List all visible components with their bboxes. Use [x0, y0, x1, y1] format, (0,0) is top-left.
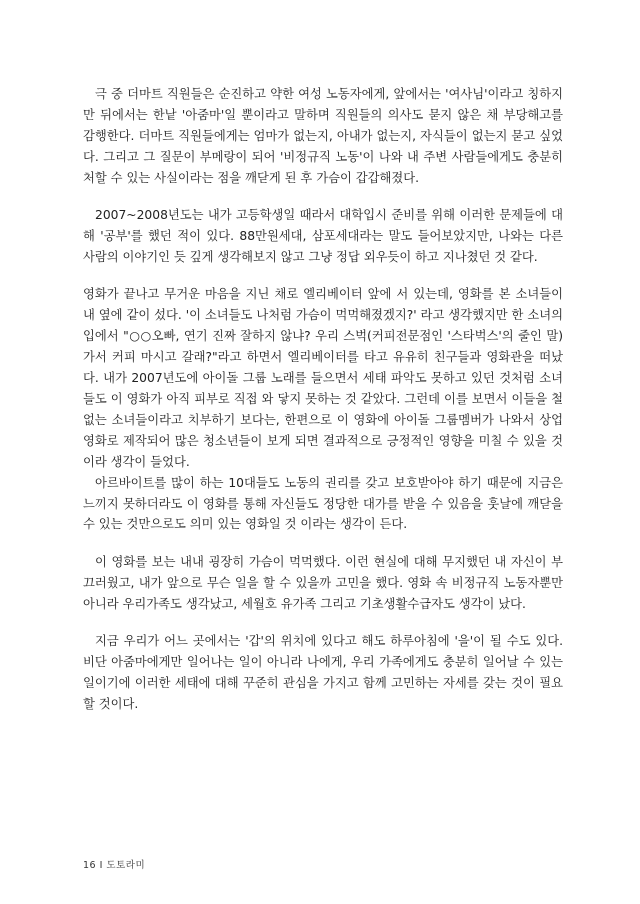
- paragraph-gap: [83, 268, 563, 285]
- paragraph-4: 아르바이트를 많이 하는 10대들도 노동의 권리를 갖고 보호받아야 하기 때문에 지금은 느끼지 못하더라도 이 영화를 통해 자신들도 정당한 대가를 받을 수 있음을 훗날에 깨닫을 수 있는 것만으로도 의미 있는 영화일 것 이라는 생각이 든다.: [83, 475, 563, 532]
- paragraph-gap: [83, 535, 563, 552]
- page-footer: 16 I 도토라미: [83, 860, 146, 871]
- article-body: [83, 84, 563, 715]
- paragraph-3: 영화가 끝나고 무거운 마음을 지닌 채로 엘리베이터 앞에 서 있는데, 영화를 본 소녀들이 내 옆에 같이 섰다. '이 소녀들도 나처럼 가슴이 먹먹해졌겠지?' 라고 생각했지만 한 소녀의 입에서 "○○오빠, 연기 진짜 잘하지 않냐? 우리 스벅(커피전문점인 '스타벅스'의 줄인 말) 가서 커피 마시고 갈래?"라고 하면서 엘리베이터를 타고 유유히 친구들과 영화관을 떠났다. 내가 2007년도에 아이돌 그룹 노래를 들으면서 세태 파악도 못하고 있던 것처럼 소녀들도 이 영화가 아직 피부로 직접 와 닿지 못하는 것 같았다. 그런데 이를 보면서 이들을 철없는 소녀들이라고 치부하기 보다는, 한편으로 이 영화에 아이돌 그룹멤버가 나와서 상업영화로 제작되어 많은 청소년들이 보게 되면 결과적으로 긍정적인 영향을 미칠 수 있을 것이라 생각이 들었다.: [83, 287, 563, 469]
- paragraph-6: 지금 우리가 어느 곳에서는 '갑'의 위치에 있다고 해도 하루아침에 '을'이 될 수도 있다. 비단 아줌마에게만 일어나는 일이 아니라 나에게, 우리 가족에게도 충분히 일어날 수 있는 일이기에 이러한 세태에 대해 꾸준히 관심을 가지고 함께 고민하는 자세를 갖는 것이 필요할 것이다.: [83, 634, 563, 711]
- paragraph-gap: [83, 615, 563, 632]
- paragraph-5: 이 영화를 보는 내내 굉장히 가슴이 먹먹했다. 이런 현실에 대해 무지했던 내 자신이 부끄러웠고, 내가 앞으로 무슨 일을 할 수 있을까 고민을 했다. 영화 속 비정규직 노동자뿐만 아니라 우리가족도 생각났고, 세월호 유가족 그리고 기초생활수급자도 생각이 났다.: [83, 554, 563, 611]
- paragraph-gap: [83, 189, 563, 206]
- paragraph-2: 2007~2008년도는 내가 고등학생일 때라서 대학입시 준비를 위해 이러한 문제들에 대해 '공부'를 했던 적이 있다. 88만원세대, 삼포세대라는 말도 들어보았지만, 나와는 다른 사람의 이야기인 듯 깊게 생각해보지 않고 그냥 정답 외우듯이 하고 지나쳤던 것 같다.: [83, 208, 563, 264]
- paragraph-1: 극 중 더마트 직원들은 순진하고 약한 여성 노동자에게, 앞에서는 '여사님'이라고 칭하지만 뒤에서는 한낱 '아줌마'일 뿐이라고 말하며 직원들의 의사도 묻지 않은 채 부당해고를 감행한다. 더마트 직원들에게는 엄마가 없는지, 아내가 없는지, 자식들이 없는지 묻고 싶었다. 그리고 그 질문이 부메랑이 되어 '비정규직 노동'이 나와 내 주변 사람들에게도 충분히 처할 수 있는 사실이라는 점을 깨닫게 된 후 가슴이 갑갑해졌다.: [83, 87, 563, 185]
